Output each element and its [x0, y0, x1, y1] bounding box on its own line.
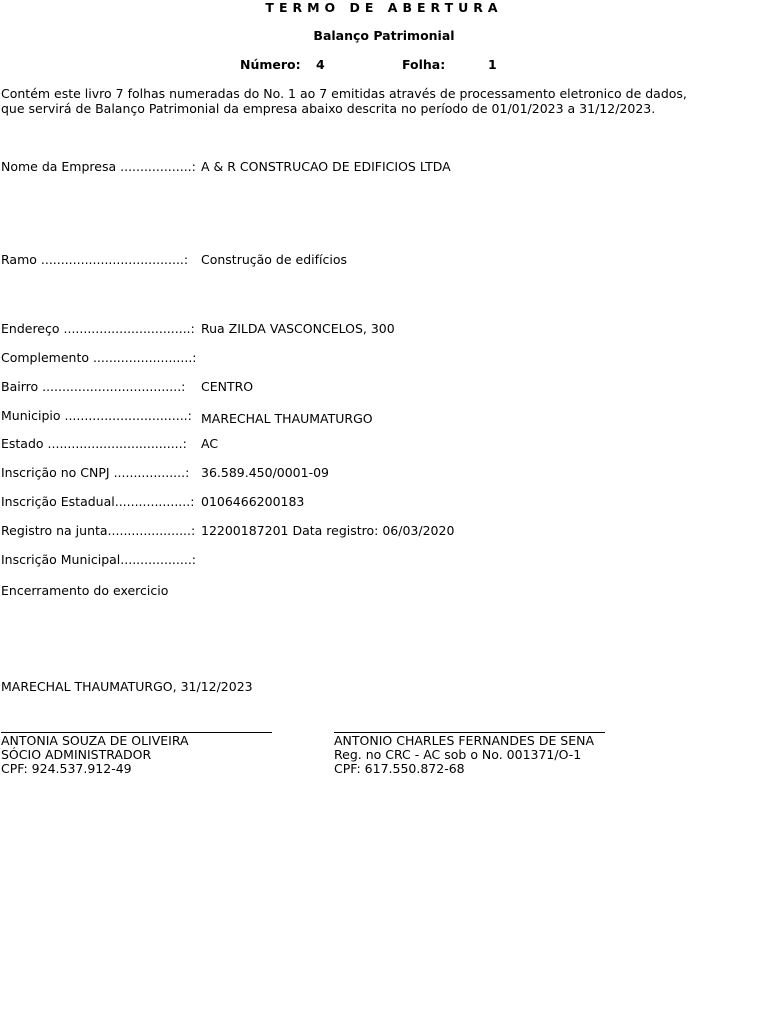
- signer-name: ANTONIO CHARLES FERNANDES DE SENA: [334, 733, 595, 748]
- estado-value: AC: [201, 436, 219, 451]
- municipio-value: MARECHAL THAUMATURGO: [201, 411, 373, 426]
- signer-role: SÓCIO ADMINISTRADOR: [1, 747, 152, 762]
- empresa-label: Nome da Empresa ..................:: [1, 159, 196, 174]
- numero-label: Número:: [240, 57, 301, 72]
- signature-block-left: [1, 734, 189, 776]
- signature-block-right: [334, 734, 594, 776]
- estado-label: Estado ..................................:: [1, 436, 187, 451]
- signer-role: Reg. no CRC - AC sob o No. 001371/O-1: [334, 747, 582, 762]
- municipio-label: Municipio ...............................:: [1, 408, 192, 423]
- signer-name: ANTONIA SOUZA DE OLIVEIRA: [1, 733, 189, 748]
- endereco-label: Endereço ................................:: [1, 321, 195, 336]
- registro-junta-value: 12200187201 Data registro: 06/03/2020: [201, 523, 455, 538]
- folha-label: Folha:: [402, 57, 446, 72]
- cnpj-label: Inscrição no CNPJ ..................:: [1, 465, 190, 480]
- complemento-label: Complemento .........................:: [1, 350, 197, 365]
- inscricao-estadual-label: Inscrição Estadual...................:: [1, 494, 195, 509]
- bairro-label: Bairro ...................................:: [1, 379, 186, 394]
- cnpj-value: 36.589.450/0001-09: [201, 465, 330, 480]
- document-title: TERMO DE ABERTURA: [265, 0, 503, 15]
- registro-junta-label: Registro na junta.....................:: [1, 523, 196, 538]
- signer-cpf: CPF: 924.537.912-49: [1, 761, 132, 776]
- numero-value: 4: [316, 57, 325, 72]
- bairro-value: CENTRO: [201, 379, 254, 394]
- document-subtitle: Balanço Patrimonial: [313, 28, 455, 43]
- place-date: MARECHAL THAUMATURGO, 31/12/2023: [1, 679, 253, 694]
- signer-cpf: CPF: 617.550.872-68: [334, 761, 465, 776]
- ramo-label: Ramo ....................................:: [1, 252, 189, 267]
- inscricao-estadual-value: 0106466200183: [201, 494, 305, 509]
- inscricao-municipal-label: Inscrição Municipal..................:: [1, 552, 197, 567]
- endereco-value: Rua ZILDA VASCONCELOS, 300: [201, 321, 395, 336]
- empresa-value: A & R CONSTRUCAO DE EDIFICIOS LTDA: [201, 159, 451, 174]
- intro-paragraph: Contém este livro 7 folhas numeradas do No. 1 ao 7 emitidas através de processamento eletronico de dados, que servirá de Balanço Patrimonial da empresa abaixo descrita no período de 01/01/2023 a 31/12/2023.: [1, 86, 687, 116]
- ramo-value: Construção de edifícios: [201, 252, 348, 267]
- encerramento-text: Encerramento do exercicio: [1, 583, 169, 598]
- folha-value: 1: [488, 57, 497, 72]
